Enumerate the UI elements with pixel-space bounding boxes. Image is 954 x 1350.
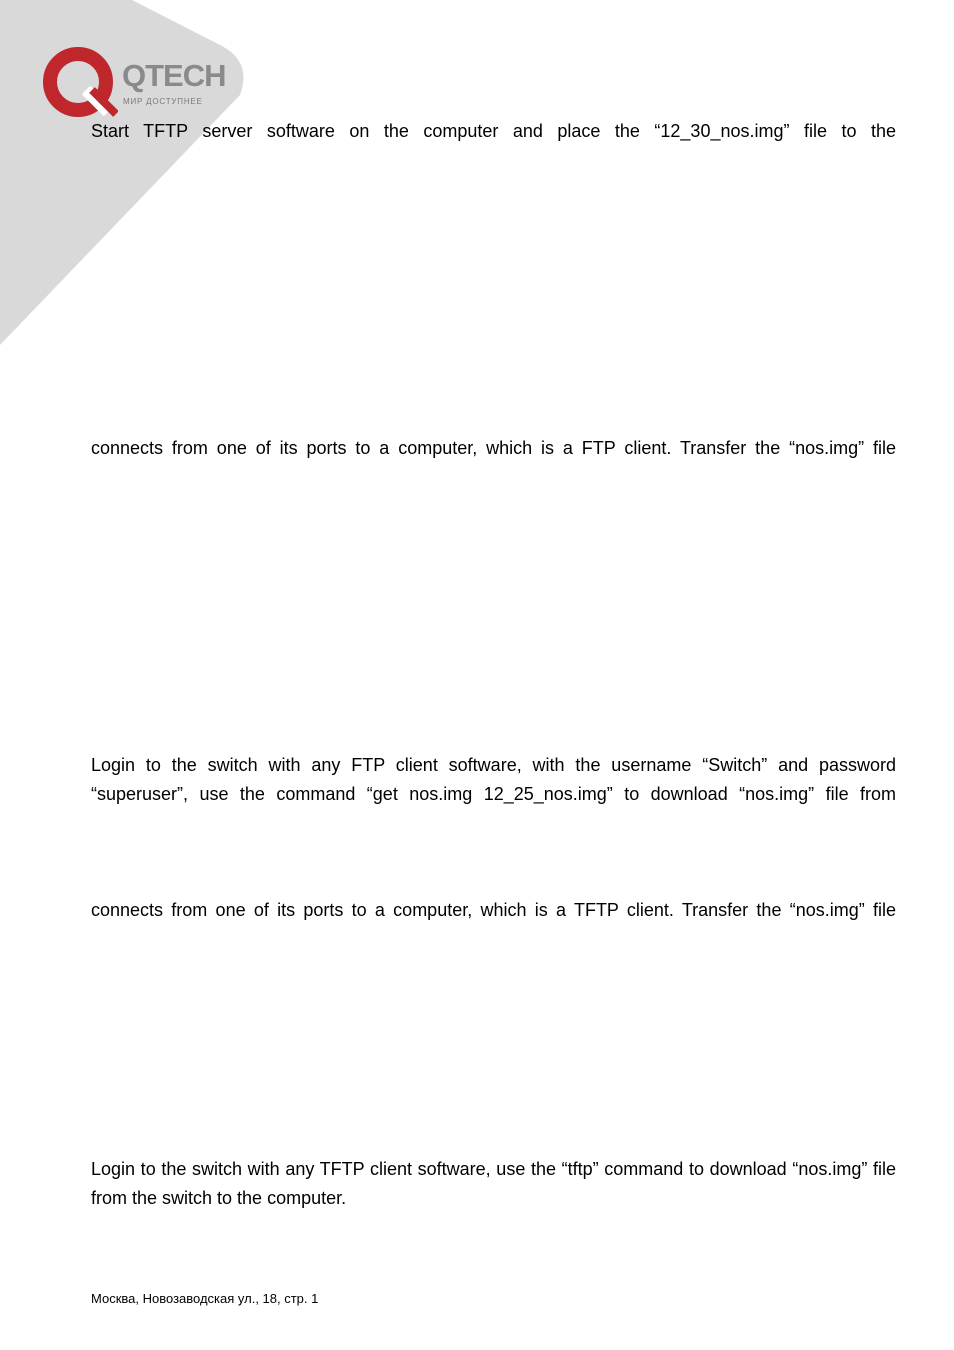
paragraph-tftp-client: connects from one of its ports to a computer, which is a TFTP client. Transfer the “nos.img” file bbox=[91, 900, 896, 920]
paragraph-tftp-server: Start TFTP server software on the computer and place the “12_30_nos.img” file to the bbox=[91, 121, 896, 141]
paragraph-ftp-client: connects from one of its ports to a computer, which is a FTP client. Transfer the “nos.img” file bbox=[91, 438, 896, 458]
logo-tagline: МИР ДОСТУПНЕЕ bbox=[123, 97, 203, 106]
logo-brand-text: QTECH bbox=[122, 58, 226, 93]
paragraph-tftp-login: Login to the switch with any TFTP client software, use the “tftp” command to download “nos.img” file from the switch to the computer. bbox=[91, 1159, 896, 1208]
footer-address: Москва, Новозаводская ул., 18, стр. 1 bbox=[91, 1291, 319, 1306]
logo-q-icon bbox=[42, 46, 118, 122]
paragraph-ftp-login: Login to the switch with any FTP client software, with the username “Switch” and password “superuser”, use the command “get nos.img 12_25_nos.img” to download “nos.img” file from bbox=[91, 755, 896, 804]
company-logo bbox=[42, 46, 232, 122]
